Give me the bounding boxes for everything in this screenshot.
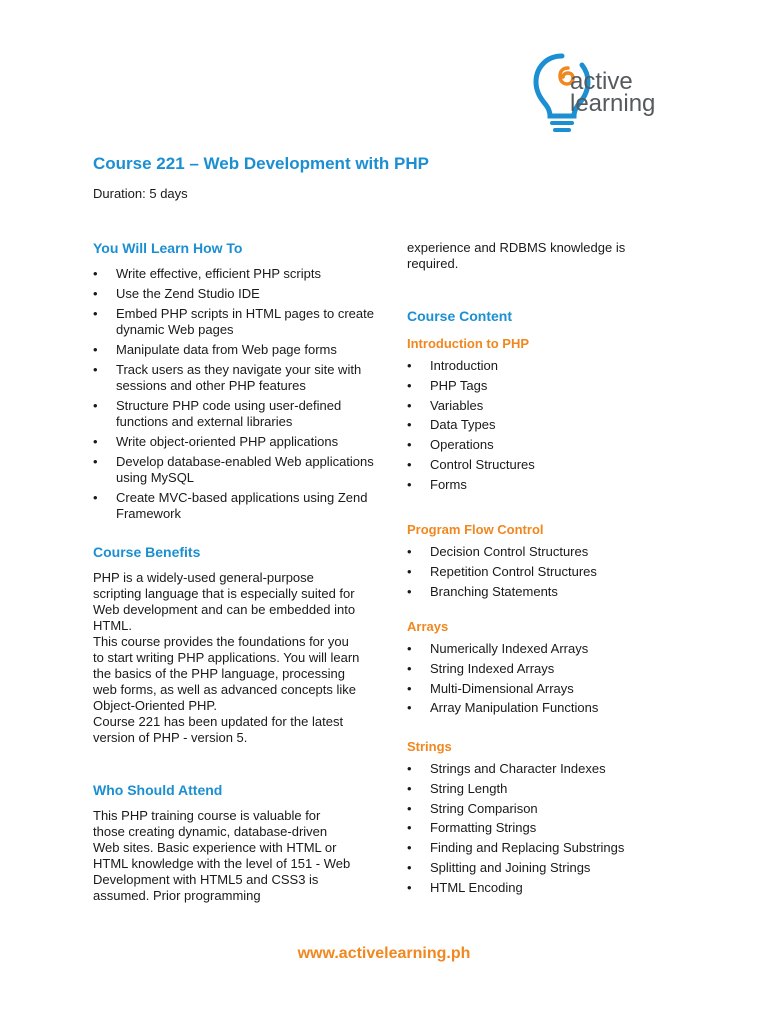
footer-website-link[interactable]: www.activelearning.ph — [297, 945, 471, 962]
benefits-paragraph-1: PHP is a widely-used general-purpose scripting language that is especially suited for Web development and can be embedded into HTML. — [93, 570, 356, 633]
attend-heading: Who Should Attend — [93, 782, 223, 798]
list-item: • PHP Tags — [407, 376, 707, 396]
benefits-paragraph-3: Course 221 has been updated for the latest version of PHP - version 5. — [93, 714, 344, 745]
list-item: • Formatting Strings — [407, 818, 707, 838]
list-item: • Strings and Character Indexes — [407, 759, 707, 779]
list-item: • Forms — [407, 475, 707, 495]
list-item: • String Length — [407, 779, 707, 799]
list-item: • Finding and Replacing Substrings — [407, 838, 707, 858]
list-item: • String Indexed Arrays — [407, 659, 707, 679]
list-item: • Write object-oriented PHP applications — [93, 434, 383, 450]
section-title-strings: Strings — [407, 739, 452, 754]
list-item: • Create MVC-based applications using Zend Framework — [93, 490, 383, 522]
section-title-flow: Program Flow Control — [407, 522, 544, 537]
list-item: • Array Manipulation Functions — [407, 698, 707, 718]
attend-paragraph: This PHP training course is valuable for those creating dynamic, database-driven Web sites. Basic experience with HTML or HTML knowledge with the level of 151 - Web Development with HTML5 and CSS3 is assumed. Prior programming — [93, 808, 351, 903]
course-duration: Duration: 5 days — [93, 186, 188, 201]
section-list-strings — [407, 759, 707, 898]
list-item: • Variables — [407, 396, 707, 416]
benefits-heading: Course Benefits — [93, 544, 201, 560]
logo-word-learning: learning — [570, 90, 656, 117]
logo-word-active: active — [570, 68, 633, 95]
list-item: • String Comparison — [407, 799, 707, 819]
list-item: • Repetition Control Structures — [407, 562, 707, 582]
list-item: • Track users as they navigate your site with sessions and other PHP features — [93, 362, 383, 394]
list-item: • Use the Zend Studio IDE — [93, 286, 383, 302]
list-item: • Develop database-enabled Web applications using MySQL — [93, 454, 383, 486]
benefits-paragraph-2: This course provides the foundations for you to start writing PHP applications. You will learn the basics of the PHP language, processing web forms, as well as advanced concepts like Object-Oriented PHP. — [93, 634, 360, 713]
list-item: • Write effective, efficient PHP scripts — [93, 266, 383, 282]
list-item: • Data Types — [407, 415, 707, 435]
section-list-flow — [407, 542, 707, 601]
list-item: • Embed PHP scripts in HTML pages to create dynamic Web pages — [93, 306, 383, 338]
list-item: • Introduction — [407, 356, 707, 376]
content-heading: Course Content — [407, 308, 512, 324]
attend-paragraph-continued: experience and RDBMS knowledge is required. — [407, 240, 626, 271]
active-learning-logo — [532, 50, 677, 138]
page-title: Course 221 – Web Development with PHP — [93, 154, 429, 173]
list-item: • Numerically Indexed Arrays — [407, 639, 707, 659]
learn-list — [93, 266, 383, 522]
section-title-intro: Introduction to PHP — [407, 336, 530, 351]
section-title-arrays: Arrays — [407, 619, 449, 634]
learn-heading: You Will Learn How To — [93, 240, 243, 256]
list-item: • Splitting and Joining Strings — [407, 858, 707, 878]
list-item: • Control Structures — [407, 455, 707, 475]
list-item: • Structure PHP code using user-defined functions and external libraries — [93, 398, 383, 430]
list-item: • Multi-Dimensional Arrays — [407, 679, 707, 699]
list-item: • HTML Encoding — [407, 878, 707, 898]
list-item: • Manipulate data from Web page forms — [93, 342, 383, 358]
list-item: • Operations — [407, 435, 707, 455]
section-list-intro — [407, 356, 707, 495]
list-item: • Branching Statements — [407, 582, 707, 602]
list-item: • Decision Control Structures — [407, 542, 707, 562]
section-list-arrays — [407, 639, 707, 718]
